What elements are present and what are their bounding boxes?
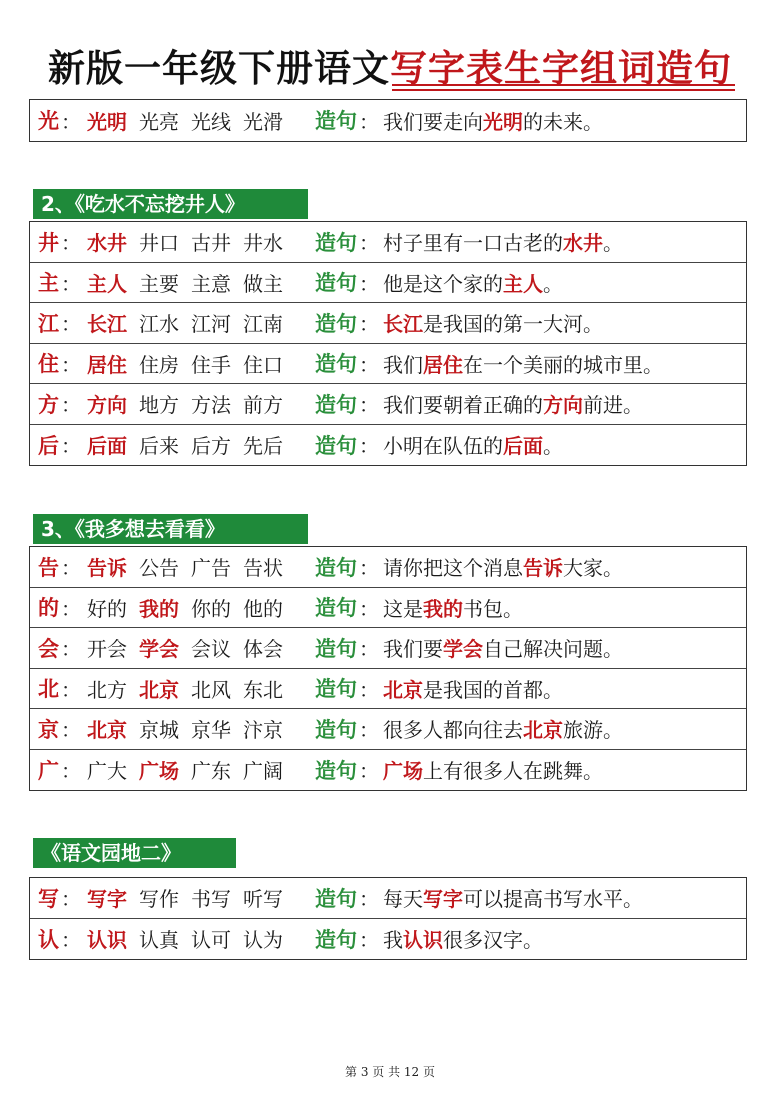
title-part-2: 写字表生字组词造句: [390, 47, 732, 90]
word-group: [87, 714, 315, 743]
word-group: [87, 430, 315, 459]
table-row: [30, 547, 746, 588]
sentence-text: 旅游。: [563, 718, 623, 743]
word: 书写: [191, 887, 231, 912]
word: 广场: [139, 759, 179, 784]
word: 古井: [191, 231, 231, 256]
colon-separator: ：: [359, 271, 379, 296]
sentence-text: 小明在队伍的: [383, 434, 503, 459]
colon-separator: ：: [359, 434, 379, 459]
zaoju-label: 造句: [315, 229, 357, 255]
word: 广阔: [243, 759, 283, 784]
sentence-text: 上有很多人在跳舞。: [423, 759, 603, 784]
zaoju-label: 造句: [315, 757, 357, 783]
colon-separator: ：: [61, 109, 81, 134]
word: 光明: [87, 109, 127, 134]
colon-separator: ：: [359, 109, 379, 134]
colon-separator: ：: [359, 928, 379, 953]
sentence-keyword: 北京: [523, 718, 563, 743]
example-sentence: [383, 714, 623, 743]
colon-separator: ：: [359, 677, 379, 702]
word: 认可: [191, 928, 231, 953]
sentence-text: 请你把这个消息: [383, 556, 523, 581]
sentence-text: 我: [383, 928, 403, 953]
word: 广东: [191, 759, 231, 784]
word: 住手: [191, 352, 231, 377]
word: 认识: [87, 928, 127, 953]
sentence-keyword: 我的: [423, 596, 463, 621]
word: 京华: [191, 718, 231, 743]
word: 方法: [191, 393, 231, 418]
character: 广: [38, 757, 59, 783]
sentence-text: 。: [543, 434, 563, 459]
zaoju-label: 造句: [315, 926, 357, 952]
sentence-text: 自己解决问题。: [483, 637, 623, 662]
word-group: [87, 883, 315, 912]
colon-separator: ：: [359, 352, 379, 377]
example-sentence: [383, 924, 543, 953]
colon-separator: ：: [61, 312, 81, 337]
colon-separator: ：: [61, 393, 81, 418]
page-footer: 第 3 页 共 12 页: [345, 1065, 435, 1079]
example-sentence: [383, 674, 563, 703]
colon-separator: ：: [359, 596, 379, 621]
word-group: [87, 389, 315, 418]
zaoju-label: 造句: [315, 716, 357, 742]
table-row: [30, 709, 746, 750]
example-sentence: [383, 633, 623, 662]
sentence-text: 在一个美丽的城市里。: [463, 352, 663, 377]
word: 写作: [139, 887, 179, 912]
character: 京: [38, 716, 59, 742]
example-sentence: [383, 227, 623, 256]
table-row: [30, 750, 746, 791]
character: 方: [38, 391, 59, 417]
word: 广告: [191, 556, 231, 581]
word: 主意: [191, 271, 231, 296]
colon-separator: ：: [359, 759, 379, 784]
word: 后来: [139, 434, 179, 459]
table-row: [30, 669, 746, 710]
sentence-text: 的未来。: [523, 109, 603, 134]
table-row: [30, 878, 746, 919]
word: 认真: [139, 928, 179, 953]
section-heading: 《语文园地二》: [33, 838, 236, 868]
word: 北风: [191, 677, 231, 702]
title-part-1: 新版一年级下册语文: [48, 47, 390, 90]
zaoju-label: 造句: [315, 270, 357, 296]
word: 住房: [139, 352, 179, 377]
sentence-keyword: 居住: [423, 352, 463, 377]
colon-separator: ：: [359, 887, 379, 912]
word: 主人: [87, 271, 127, 296]
zaoju-label: 造句: [315, 391, 357, 417]
word: 前方: [243, 393, 283, 418]
word-group: [87, 674, 315, 703]
colon-separator: ：: [61, 887, 81, 912]
character: 认: [38, 926, 59, 952]
sentence-keyword: 后面: [503, 434, 543, 459]
sentence-text: 是我国的第一大河。: [423, 312, 603, 337]
word-group: [87, 268, 315, 297]
word: 我的: [139, 596, 179, 621]
sentence-text: 是我国的首都。: [423, 677, 563, 702]
colon-separator: ：: [61, 596, 81, 621]
word: 后面: [87, 434, 127, 459]
word: 北京: [87, 718, 127, 743]
sentence-keyword: 主人: [503, 271, 543, 296]
table-row: [30, 425, 746, 466]
sentence-keyword: 认识: [403, 928, 443, 953]
colon-separator: ：: [359, 637, 379, 662]
word: 先后: [243, 434, 283, 459]
word-group: [87, 227, 315, 256]
character: 北: [38, 676, 59, 702]
word: 会议: [191, 637, 231, 662]
colon-separator: ：: [61, 271, 81, 296]
word: 江水: [139, 312, 179, 337]
sentence-text: 他是这个家的: [383, 271, 503, 296]
colon-separator: ：: [359, 231, 379, 256]
word-table: [29, 221, 747, 466]
sentence-text: 。: [543, 271, 563, 296]
sentence-text: 很多人都向往去: [383, 718, 523, 743]
word-table: [29, 877, 747, 960]
sentence-text: 前进。: [583, 393, 643, 418]
colon-separator: ：: [61, 759, 81, 784]
word: 好的: [87, 596, 127, 621]
table-row: [30, 384, 746, 425]
sentence-keyword: 学会: [443, 637, 483, 662]
example-sentence: [383, 552, 623, 581]
colon-separator: ：: [61, 556, 81, 581]
word: 水井: [87, 231, 127, 256]
example-sentence: [383, 268, 563, 297]
zaoju-label: 造句: [315, 108, 357, 134]
sentence-text: 我们要朝着正确的: [383, 393, 543, 418]
table-row: [30, 344, 746, 385]
word: 东北: [243, 677, 283, 702]
word-group: [87, 106, 315, 135]
word: 公告: [139, 556, 179, 581]
word-table: [29, 99, 747, 142]
character: 后: [38, 432, 59, 458]
example-sentence: [383, 883, 643, 912]
word: 井口: [139, 231, 179, 256]
word: 体会: [243, 637, 283, 662]
character: 告: [38, 554, 59, 580]
character: 井: [38, 229, 59, 255]
zaoju-label: 造句: [315, 885, 357, 911]
word-group: [87, 552, 315, 581]
colon-separator: ：: [61, 231, 81, 256]
word: 北京: [139, 677, 179, 702]
sentence-text: 大家。: [563, 556, 623, 581]
word: 广大: [87, 759, 127, 784]
zaoju-label: 造句: [315, 676, 357, 702]
word: 光滑: [243, 109, 283, 134]
word: 地方: [139, 393, 179, 418]
zaoju-label: 造句: [315, 351, 357, 377]
colon-separator: ：: [359, 393, 379, 418]
section-heading: 2、《吃水不忘挖井人》: [33, 189, 308, 219]
sentence-keyword: 光明: [483, 109, 523, 134]
word: 北方: [87, 677, 127, 702]
word-group: [87, 924, 315, 953]
example-sentence: [383, 593, 523, 622]
word: 汴京: [243, 718, 283, 743]
word: 江南: [243, 312, 283, 337]
table-row: [30, 588, 746, 629]
word: 你的: [191, 596, 231, 621]
sentence-text: 可以提高书写水平。: [463, 887, 643, 912]
example-sentence: [383, 389, 643, 418]
colon-separator: ：: [61, 718, 81, 743]
section-heading: 3、《我多想去看看》: [33, 514, 308, 544]
sentence-text: 书包。: [463, 596, 523, 621]
sentence-text: 我们要走向: [383, 109, 483, 134]
zaoju-label: 造句: [315, 595, 357, 621]
colon-separator: ：: [61, 677, 81, 702]
word: 光线: [191, 109, 231, 134]
word: 学会: [139, 637, 179, 662]
example-sentence: [383, 308, 603, 337]
example-sentence: [383, 349, 663, 378]
sentence-text: 我们要: [383, 637, 443, 662]
sentence-keyword: 广场: [383, 759, 423, 784]
sentence-text: 村子里有一口古老的: [383, 231, 563, 256]
word: 写字: [87, 887, 127, 912]
word-group: [87, 633, 315, 662]
word: 长江: [87, 312, 127, 337]
colon-separator: ：: [359, 556, 379, 581]
word: 告状: [243, 556, 283, 581]
word: 井水: [243, 231, 283, 256]
zaoju-label: 造句: [315, 432, 357, 458]
sentence-text: 每天: [383, 887, 423, 912]
example-sentence: [383, 106, 603, 135]
word: 京城: [139, 718, 179, 743]
word: 听写: [243, 887, 283, 912]
example-sentence: [383, 755, 603, 784]
zaoju-label: 造句: [315, 635, 357, 661]
table-row: [30, 919, 746, 960]
character: 写: [38, 885, 59, 911]
colon-separator: ：: [61, 352, 81, 377]
colon-separator: ：: [359, 718, 379, 743]
sentence-keyword: 长江: [383, 312, 423, 337]
word-table: [29, 546, 747, 791]
sentence-text: 很多汉字。: [443, 928, 543, 953]
word: 居住: [87, 352, 127, 377]
sentence-keyword: 告诉: [523, 556, 563, 581]
sentence-text: 我们: [383, 352, 423, 377]
colon-separator: ：: [61, 434, 81, 459]
character: 的: [38, 595, 59, 621]
character: 光: [38, 108, 59, 134]
table-row: [30, 100, 746, 141]
sentence-text: 。: [603, 231, 623, 256]
word: 主要: [139, 271, 179, 296]
word-group: [87, 755, 315, 784]
colon-separator: ：: [61, 928, 81, 953]
sentence-keyword: 写字: [423, 887, 463, 912]
word: 方向: [87, 393, 127, 418]
table-row: [30, 628, 746, 669]
word-group: [87, 593, 315, 622]
character: 主: [38, 270, 59, 296]
example-sentence: [383, 430, 563, 459]
character: 住: [38, 351, 59, 377]
character: 会: [38, 635, 59, 661]
sentence-keyword: 北京: [383, 677, 423, 702]
title-underline: [392, 84, 735, 91]
table-row: [30, 263, 746, 304]
colon-separator: ：: [359, 312, 379, 337]
word: 他的: [243, 596, 283, 621]
word: 江河: [191, 312, 231, 337]
zaoju-label: 造句: [315, 554, 357, 580]
word: 告诉: [87, 556, 127, 581]
sentence-keyword: 水井: [563, 231, 603, 256]
sentence-text: 这是: [383, 596, 423, 621]
colon-separator: ：: [61, 637, 81, 662]
word: 做主: [243, 271, 283, 296]
word: 后方: [191, 434, 231, 459]
word-group: [87, 308, 315, 337]
word-group: [87, 349, 315, 378]
zaoju-label: 造句: [315, 310, 357, 336]
word: 开会: [87, 637, 127, 662]
table-row: [30, 222, 746, 263]
word: 光亮: [139, 109, 179, 134]
sentence-keyword: 方向: [543, 393, 583, 418]
word: 住口: [243, 352, 283, 377]
word: 认为: [243, 928, 283, 953]
table-row: [30, 303, 746, 344]
character: 江: [38, 310, 59, 336]
